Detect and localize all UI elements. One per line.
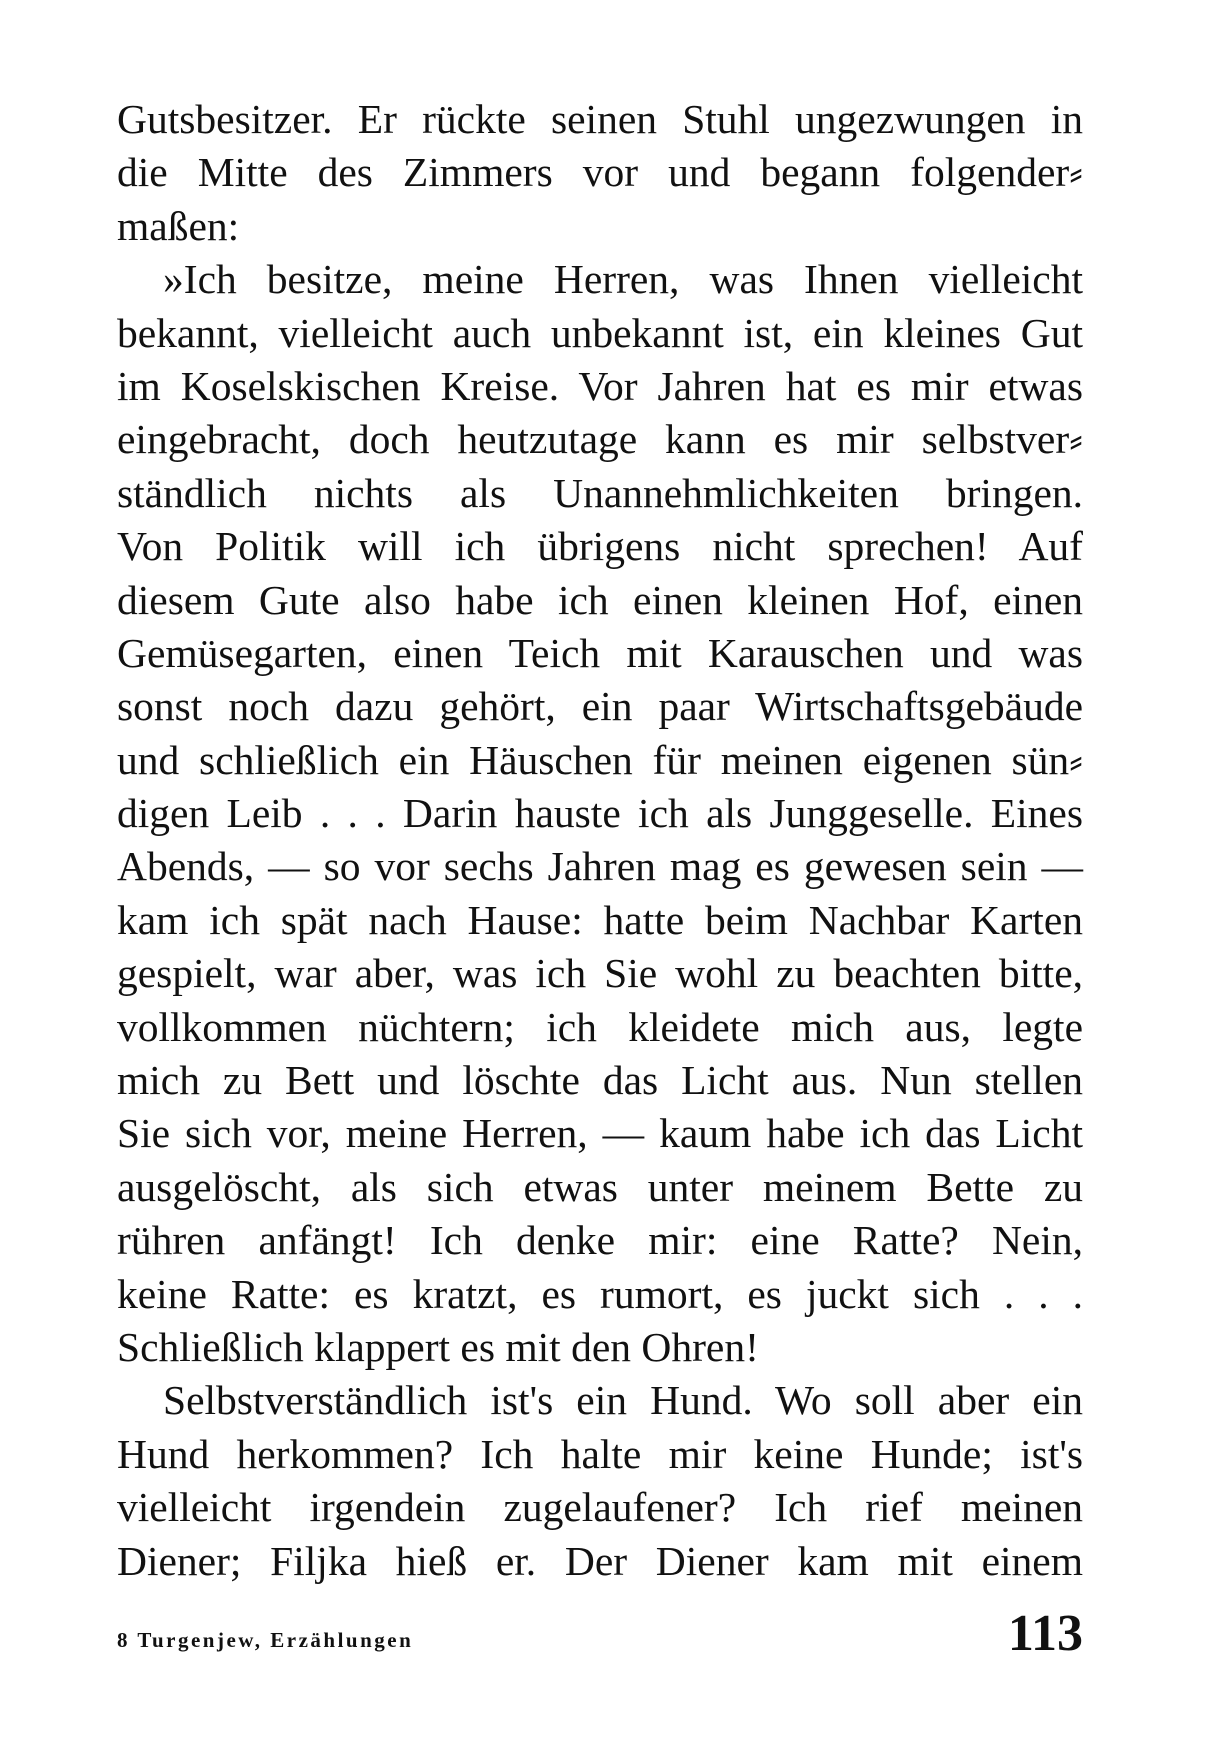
text-line: Abends, — so vor sechs Jahren mag es gewesen sein — [117, 843, 1083, 890]
body-text [117, 93, 1083, 1588]
printer-signature: 8 Turgenjew, Erzählungen [117, 1628, 414, 1652]
text-line: Von Politik will ich übrigens nicht sprechen! Auf [117, 523, 1083, 570]
page-number: 113 [1007, 1605, 1083, 1662]
text-line: digen Leib . . . Darin hauste ich als Junggeselle. Eines [117, 790, 1083, 837]
text-line: rühren anfängt! Ich denke mir: eine Ratte? Nein, [117, 1217, 1083, 1264]
text-line: Selbstverständlich ist's ein Hund. Wo soll aber ein [163, 1377, 1083, 1424]
text-line: »Ich besitze, meine Herren, was Ihnen vielleicht [163, 256, 1083, 303]
text-line: gespielt, war aber, was ich Sie wohl zu beachten bitte, [117, 950, 1083, 997]
text-line: sonst noch dazu gehört, ein paar Wirtschaftsgebäude [117, 683, 1083, 730]
text-line: die Mitte des Zimmers vor und begann folgender⸗ [117, 149, 1083, 196]
text-line: vollkommen nüchtern; ich kleidete mich aus, legte [117, 1003, 1083, 1050]
text-line: im Koselskischen Kreise. Vor Jahren hat es mir etwas [117, 362, 1083, 409]
text-line: Diener; Filjka hieß er. Der Diener kam mit einem [117, 1537, 1083, 1584]
text-line: und schließlich ein Häuschen für meinen eigenen sün⸗ [117, 736, 1083, 783]
text-line: ausgelöscht, als sich etwas unter meinem Bette zu [117, 1163, 1083, 1210]
text-line: mich zu Bett und löschte das Licht aus. Nun stellen [117, 1057, 1083, 1104]
text-line: bekannt, vielleicht auch unbekannt ist, ein kleines Gut [117, 309, 1083, 356]
text-line: Gutsbesitzer. Er rückte seinen Stuhl ungezwungen in [117, 96, 1083, 142]
text-line: maßen: [117, 202, 240, 249]
text-line: Schließlich klappert es mit den Ohren! [117, 1323, 759, 1370]
text-line: keine Ratte: es kratzt, es rumort, es juckt sich . . . [117, 1270, 1083, 1317]
text-line: Gemüsegarten, einen Teich mit Karauschen und was [117, 629, 1083, 676]
text-line: eingebracht, doch heutzutage kann es mir selbstver⸗ [117, 416, 1083, 463]
text-line: vielleicht irgendein zugelaufener? Ich rief meinen [117, 1484, 1083, 1531]
text-line: Sie sich vor, meine Herren, — kaum habe ich das Licht [117, 1110, 1083, 1157]
text-line: diesem Gute also habe ich einen kleinen Hof, einen [117, 576, 1083, 623]
text-line: ständlich nichts als Unannehmlichkeiten bringen. [117, 469, 1083, 516]
text-line: Hund herkommen? Ich halte mir keine Hunde; ist's [117, 1430, 1083, 1477]
text-line: kam ich spät nach Hause: hatte beim Nachbar Karten [117, 896, 1083, 943]
page-footer [117, 1604, 1083, 1664]
